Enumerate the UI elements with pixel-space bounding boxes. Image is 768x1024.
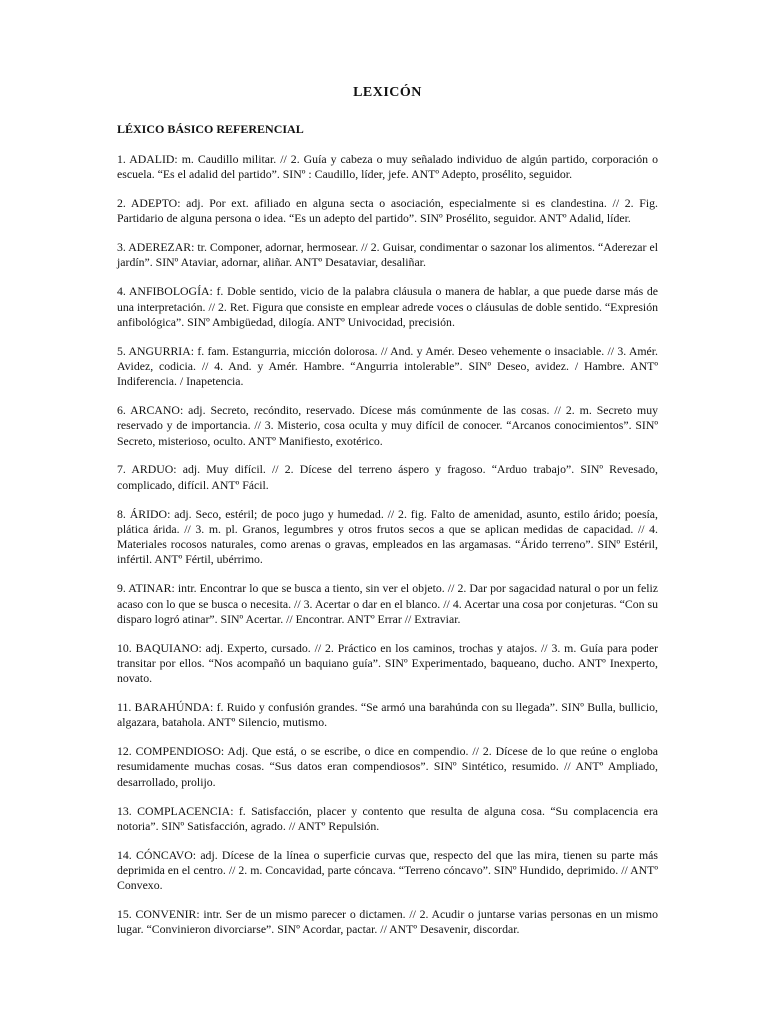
entry-compendioso: 12. COMPENDIOSO: Adj. Que está, o se escribe, o dice en compendio. // 2. Dícese de lo que reúne o engloba resumidamente muchas cosas. “Sus datos eran compendiosos”. SINº Sintético, resumido. // ANTº Ampliado, desarrollado, prolijo. [117, 744, 658, 789]
entry-adepto: 2. ADEPTO: adj. Por ext. afiliado en alguna secta o asociación, especialmente si es clandestina. // 2. Fig. Partidario de alguna persona o idea. “Es un adepto del partido”. SINº Prosélito, seguidor. ANTº Adalid, líder. [117, 196, 658, 226]
entry-arduo: 7. ARDUO: adj. Muy difícil. // 2. Dícese del terreno áspero y fragoso. “Arduo trabajo”. SINº Revesado, complicado, difícil. ANTº Fácil. [117, 462, 658, 492]
entry-aderezar: 3. ADEREZAR: tr. Componer, adornar, hermosear. // 2. Guisar, condimentar o sazonar los alimentos. “Aderezar el jardín”. SINº Ataviar, adornar, aliñar. ANTº Desataviar, desaliñar. [117, 240, 658, 270]
entry-concavo: 14. CÓNCAVO: adj. Dícese de la línea o superficie curvas que, respecto del que las mira, tienen su parte más deprimida en el centro. // 2. m. Concavidad, parte cóncava. “Terreno cóncavo”. SINº Hundido, deprimido. // ANTº Convexo. [117, 847, 658, 893]
entry-atinar: 9. ATINAR: intr. Encontrar lo que se busca a tiento, sin ver el objeto. // 2. Dar por sagacidad natural o por un feliz acaso con lo que se busca o necesita. // 3. Acertar o dar en el blanco. // 4. Acertar una cosa por conjeturas. “Con su disparo logró atinar”. SINº Acertar. // Encontrar. ANTº Errar // Extraviar. [117, 581, 658, 626]
document-title: LEXICÓN [353, 85, 422, 100]
entry-arido: 8. ÁRIDO: adj. Seco, estéril; de poco jugo y humedad. // 2. fig. Falto de amenidad, asunto, estilo árido; poesía, plática árida. // 3. m. pl. Granos, legumbres y otros frutos secos a que se aplican medidas de capacidad. // 4. Materiales rocosos naturales, como arenas o gravas, empleados en las argamasas. “Árido terreno”. SINº Estéril, infértil. ANTº Fértil, ubérrimo. [117, 506, 658, 567]
entry-complacencia: 13. COMPLACENCIA: f. Satisfacción, placer y contento que resulta de alguna cosa. “Su complacencia era notoria”. SINº Satisfacción, agrado. // ANTº Repulsión. [117, 803, 658, 833]
entry-angurria: 5. ANGURRIA: f. fam. Estangurria, micción dolorosa. // And. y Amér. Deseo vehemente o insaciable. // 3. Amér. Avidez, codicia. // 4. And. y Amér. Hambre. “Angurria intolerable”. SINº Deseo, avidez. / Hambre. ANTº Indiferencia. / Inapetencia. [117, 343, 658, 389]
document-page [117, 84, 658, 951]
entry-adalid: 1. ADALID: m. Caudillo militar. // 2. Guía y cabeza o muy señalado individuo de algún partido, corporación o escuela. “Es el adalid del partido”. SINº : Caudillo, líder, jefe. ANTº Adepto, prosélito, seguidor. [117, 152, 658, 182]
entry-baquiano: 10. BAQUIANO: adj. Experto, cursado. // 2. Práctico en los caminos, trochas y atajos. // 3. m. Guía para poder transitar por ellos. “Nos acompañó un baquiano guía”. SINº Experimentado, baqueano, ducho. ANTº Inexperto, novato. [117, 640, 658, 686]
entry-barahunda: 11. BARAHÚNDA: f. Ruido y confusión grandes. “Se armó una barahúnda con su llegada”. SINº Bulla, bullicio, algazara, batahola. ANTº Silencio, mutismo. [117, 700, 658, 730]
entry-anfibologia: 4. ANFIBOLOGÍA: f. Doble sentido, vicio de la palabra cláusula o manera de hablar, a que puede darse más de una interpretación. // 2. Ret. Figura que consiste en emplear adrede voces o cláusulas de doble sentido. “Expresión anfibológica”. SINº Ambigüedad, dilogía. ANTº Univocidad, precisión. [117, 284, 658, 329]
entry-arcano: 6. ARCANO: adj. Secreto, recóndito, reservado. Dícese más comúnmente de las cosas. // 2. m. Secreto muy reservado y de importancia. // 3. Misterio, cosa oculta y muy difícil de conocer. “Arcanos conocimientos”. SINº Secreto, misterioso, oculto. ANTº Manifiesto, exotérico. [117, 403, 658, 448]
section-heading: LÉXICO BÁSICO REFERENCIAL [117, 122, 304, 136]
entry-convenir: 15. CONVENIR: intr. Ser de un mismo parecer o dictamen. // 2. Acudir o juntarse varias personas en un mismo lugar. “Convinieron divorciarse”. SINº Acordar, pactar. // ANTº Desavenir, discordar. [117, 906, 658, 937]
